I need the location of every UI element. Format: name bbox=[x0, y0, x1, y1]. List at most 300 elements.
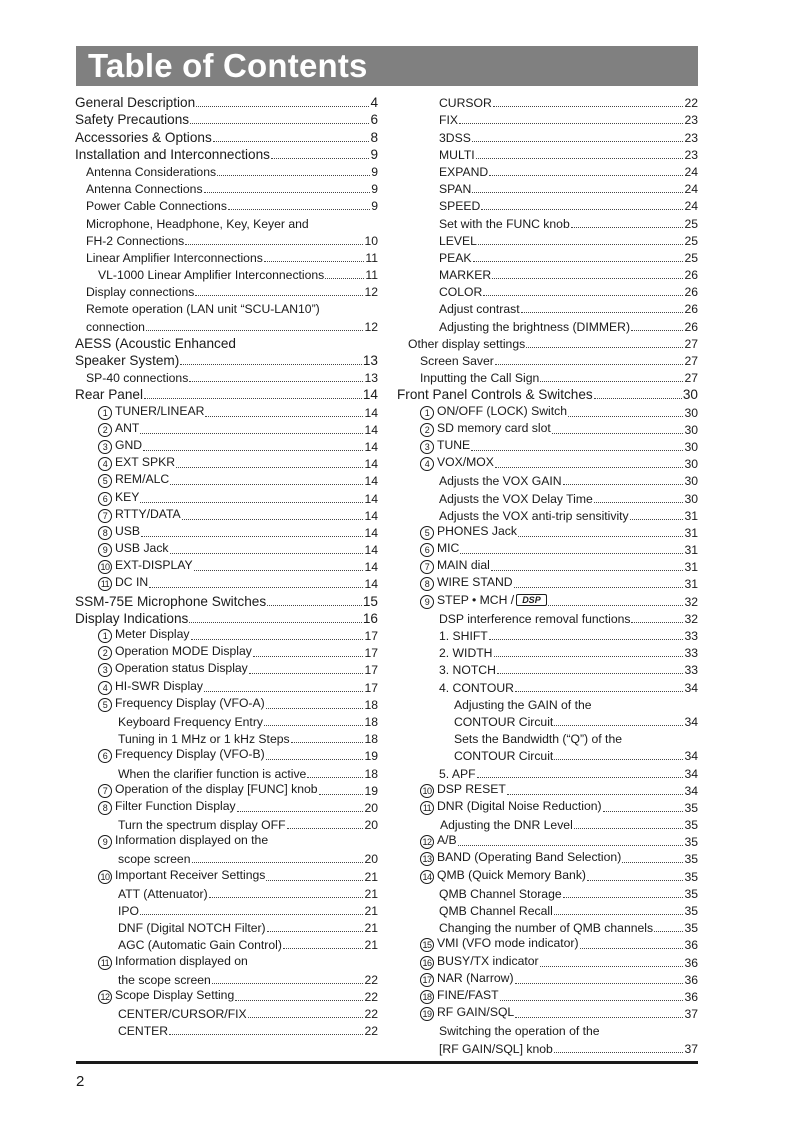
toc-entry[interactable] bbox=[75, 763, 378, 780]
circled-number: 8 bbox=[98, 526, 112, 540]
toc-entry-text: Tuning in 1 MHz or 1 kHz Steps bbox=[118, 732, 290, 747]
toc-entry[interactable] bbox=[397, 368, 698, 385]
toc-entry[interactable] bbox=[397, 162, 698, 179]
toc-entry-label bbox=[397, 1005, 514, 1021]
toc-entry-page: 10 bbox=[364, 233, 378, 248]
toc-entry[interactable] bbox=[75, 815, 378, 832]
toc-entry[interactable] bbox=[397, 1021, 698, 1038]
toc-entry[interactable] bbox=[75, 454, 378, 471]
dot-leader bbox=[471, 450, 683, 451]
dot-leader bbox=[500, 1000, 684, 1001]
toc-entry[interactable] bbox=[397, 179, 698, 196]
toc-entry-text: VMI (VFO mode indicator) bbox=[437, 936, 579, 951]
toc-entry[interactable] bbox=[75, 591, 378, 608]
toc-entry[interactable] bbox=[397, 471, 698, 488]
toc-entry[interactable] bbox=[397, 540, 698, 557]
toc-entry-page: 30 bbox=[684, 474, 698, 489]
dot-leader bbox=[217, 175, 370, 176]
toc-entry[interactable] bbox=[75, 918, 378, 935]
toc-entry[interactable] bbox=[397, 952, 698, 969]
toc-entry-text: 3. NOTCH bbox=[439, 663, 496, 678]
toc-entry[interactable] bbox=[397, 402, 698, 419]
dot-leader bbox=[190, 123, 369, 124]
toc-entry[interactable] bbox=[397, 609, 698, 626]
toc-entry[interactable] bbox=[397, 488, 698, 505]
toc-entry[interactable] bbox=[397, 712, 698, 729]
toc-entry[interactable] bbox=[75, 746, 378, 763]
toc-entry[interactable] bbox=[397, 987, 698, 1004]
toc-entry-text: Frequency Display (VFO-B) bbox=[115, 747, 265, 762]
toc-entry-page: 11 bbox=[365, 268, 378, 283]
toc-entry[interactable] bbox=[397, 626, 698, 643]
circled-number: 10 bbox=[98, 870, 112, 884]
dot-leader bbox=[204, 192, 371, 193]
toc-entry-label bbox=[75, 627, 190, 643]
toc-entry[interactable] bbox=[397, 351, 698, 368]
toc-entry-label bbox=[397, 715, 553, 729]
toc-entry-text: EXT SPKR bbox=[115, 455, 176, 470]
toc-entry[interactable] bbox=[397, 420, 698, 437]
circled-number: 12 bbox=[98, 990, 112, 1004]
toc-entry-text: DSP interference removal functions bbox=[439, 611, 631, 626]
toc-entry-text: Sets the Bandwidth (“Q”) of the bbox=[454, 732, 622, 747]
toc-entry-label bbox=[75, 732, 290, 746]
toc-entry-text: Adjusting the brightness (DIMMER) bbox=[439, 319, 631, 334]
toc-entry-label bbox=[75, 661, 248, 677]
toc-entry[interactable] bbox=[75, 299, 378, 316]
toc-entry[interactable] bbox=[397, 196, 698, 213]
toc-entry[interactable] bbox=[397, 832, 698, 849]
dot-leader bbox=[319, 794, 364, 795]
toc-entry[interactable] bbox=[75, 402, 378, 419]
dot-leader bbox=[563, 897, 684, 898]
toc-entry[interactable] bbox=[75, 385, 378, 402]
toc-entry-page: 18 bbox=[364, 697, 378, 712]
toc-entry-label bbox=[397, 818, 573, 832]
toc-entry-text: Adjusts the VOX anti-trip sensitivity bbox=[439, 508, 629, 523]
toc-entry-text: MIC bbox=[437, 541, 460, 556]
toc-entry[interactable] bbox=[75, 540, 378, 557]
toc-entry[interactable] bbox=[75, 196, 378, 213]
toc-entry-label bbox=[75, 234, 184, 248]
toc-entry[interactable] bbox=[397, 1004, 698, 1021]
toc-entry-text: ANT bbox=[115, 420, 140, 435]
toc-entry[interactable] bbox=[397, 935, 698, 952]
toc-entry-page: 13 bbox=[364, 371, 378, 386]
toc-entry[interactable] bbox=[75, 643, 378, 660]
toc-entry[interactable] bbox=[75, 368, 378, 385]
toc-entry[interactable] bbox=[75, 712, 378, 729]
toc-entry-page: 35 bbox=[684, 818, 698, 833]
toc-entry[interactable] bbox=[397, 574, 698, 591]
dot-leader bbox=[481, 209, 683, 210]
dot-leader bbox=[472, 141, 684, 142]
toc-entry[interactable] bbox=[397, 970, 698, 987]
toc-entry-text: Changing the number of QMB channels bbox=[439, 921, 654, 936]
dot-leader bbox=[459, 123, 683, 124]
toc-entry-text: Keyboard Frequency Entry bbox=[118, 714, 263, 729]
dot-leader bbox=[141, 536, 363, 537]
toc-entry[interactable] bbox=[397, 282, 698, 299]
toc-entry-text: Filter Function Display bbox=[115, 798, 236, 813]
toc-entry[interactable] bbox=[75, 952, 378, 969]
toc-entry-page: 27 bbox=[684, 354, 698, 368]
toc-entry-text: NAR (Narrow) bbox=[437, 970, 514, 985]
dot-leader bbox=[264, 261, 365, 262]
toc-entry[interactable] bbox=[397, 334, 698, 351]
toc-entry[interactable] bbox=[75, 987, 378, 1004]
toc-entry-page: 18 bbox=[364, 732, 378, 747]
toc-entry[interactable] bbox=[75, 832, 378, 849]
toc-entry-page: 16 bbox=[362, 610, 378, 626]
toc-entry-page: 14 bbox=[364, 543, 378, 558]
toc-entry-text: VOX/MOX bbox=[437, 455, 494, 470]
dot-leader bbox=[194, 570, 364, 571]
toc-entry[interactable] bbox=[75, 970, 378, 987]
dot-leader bbox=[253, 656, 364, 657]
toc-entry-label bbox=[75, 799, 236, 815]
dot-leader bbox=[554, 914, 684, 915]
toc-entry-label bbox=[75, 387, 143, 402]
toc-entry-label bbox=[397, 593, 547, 609]
toc-entry[interactable] bbox=[397, 798, 698, 815]
toc-entry-text: 3DSS bbox=[439, 130, 471, 145]
toc-entry[interactable] bbox=[397, 901, 698, 918]
dot-leader bbox=[204, 691, 363, 692]
toc-entry[interactable] bbox=[75, 316, 378, 333]
toc-entry-page: 33 bbox=[684, 629, 698, 643]
toc-entry[interactable] bbox=[75, 781, 378, 798]
toc-entry-page: 25 bbox=[684, 216, 698, 231]
toc-entry[interactable] bbox=[397, 729, 698, 746]
toc-entry[interactable] bbox=[75, 849, 378, 866]
toc-entry[interactable] bbox=[397, 643, 698, 660]
toc-entry-page: 12 bbox=[364, 285, 378, 300]
circled-number: 14 bbox=[420, 870, 434, 884]
toc-entry-text: Frequency Display (VFO-A) bbox=[115, 695, 265, 710]
circled-number: 9 bbox=[420, 595, 434, 609]
toc-entry[interactable] bbox=[75, 334, 378, 351]
toc-entry[interactable] bbox=[397, 454, 698, 471]
toc-entry[interactable] bbox=[397, 557, 698, 574]
dot-leader bbox=[594, 502, 684, 503]
dot-leader bbox=[526, 347, 683, 348]
toc-entry-label bbox=[75, 594, 266, 609]
toc-entry-text: HI-SWR Display bbox=[115, 678, 204, 693]
toc-entry[interactable] bbox=[397, 506, 698, 523]
toc-entry-text: Turn the spectrum display OFF bbox=[118, 818, 286, 833]
dot-leader bbox=[140, 914, 363, 915]
toc-entry-text: RF GAIN/SQL bbox=[437, 1005, 515, 1020]
toc-entry[interactable] bbox=[397, 763, 698, 780]
toc-entry[interactable] bbox=[75, 660, 378, 677]
toc-entry[interactable] bbox=[75, 420, 378, 437]
toc-entry[interactable] bbox=[397, 746, 698, 763]
toc-entry-text: REM/ALC bbox=[115, 472, 170, 487]
toc-entry[interactable] bbox=[397, 316, 698, 333]
toc-entry-text: SPEED bbox=[439, 199, 481, 214]
circled-number: 2 bbox=[98, 646, 112, 660]
toc-entry[interactable] bbox=[75, 729, 378, 746]
toc-entry-text: FH-2 Connections bbox=[86, 233, 185, 248]
toc-entry-text: Inputting the Call Sign bbox=[420, 371, 540, 386]
toc-entry-page: 11 bbox=[365, 250, 378, 265]
dot-leader bbox=[554, 1052, 684, 1053]
toc-entry-label bbox=[397, 131, 471, 145]
toc-entry-text: CENTER bbox=[118, 1024, 169, 1039]
toc-entry[interactable] bbox=[75, 884, 378, 901]
dot-leader bbox=[495, 467, 684, 468]
toc-entry[interactable] bbox=[397, 815, 698, 832]
toc-entry-text: Adjusting the GAIN of the bbox=[454, 697, 592, 712]
toc-entry-page: 35 bbox=[684, 904, 698, 918]
toc-entry-page: 36 bbox=[684, 955, 698, 970]
toc-entry-text: TUNER/LINEAR bbox=[115, 403, 205, 418]
toc-entry-text: Other display settings bbox=[408, 336, 526, 351]
toc-entry[interactable] bbox=[397, 248, 698, 265]
toc-entry-page: 19 bbox=[364, 783, 378, 798]
toc-entry-label bbox=[397, 421, 551, 437]
toc-entry[interactable] bbox=[397, 265, 698, 282]
toc-entry[interactable] bbox=[75, 231, 378, 248]
toc-entry-label bbox=[397, 1024, 600, 1038]
toc-entry-label bbox=[75, 268, 324, 282]
toc-entry-text: TUNE bbox=[437, 437, 471, 452]
toc-entry-text: DSP RESET bbox=[437, 781, 506, 796]
toc-entry-text: Display connections bbox=[86, 285, 195, 300]
toc-entry-text: CONTOUR Circuit bbox=[454, 749, 554, 764]
toc-entry-label bbox=[75, 818, 286, 832]
circled-number: 2 bbox=[98, 423, 112, 437]
toc-entry[interactable] bbox=[397, 299, 698, 316]
dot-leader bbox=[235, 1000, 363, 1001]
toc-entry[interactable] bbox=[75, 248, 378, 265]
toc-entry[interactable] bbox=[397, 213, 698, 230]
toc-entry-label bbox=[397, 681, 514, 695]
toc-entry[interactable] bbox=[397, 695, 698, 712]
toc-entry-label bbox=[75, 455, 175, 471]
toc-entry[interactable] bbox=[75, 695, 378, 712]
toc-entry-page: 31 bbox=[684, 525, 698, 540]
toc-entry-label bbox=[75, 575, 148, 591]
toc-entry-text: Switching the operation of the bbox=[439, 1024, 600, 1039]
toc-entry[interactable] bbox=[75, 506, 378, 523]
toc-entry-page: 27 bbox=[684, 371, 698, 386]
dot-leader bbox=[483, 295, 683, 296]
toc-entry-page: 31 bbox=[684, 560, 698, 575]
toc-entry-page: 31 bbox=[684, 577, 698, 592]
toc-entry[interactable] bbox=[75, 127, 378, 144]
toc-entry[interactable] bbox=[75, 1021, 378, 1038]
toc-entry[interactable] bbox=[75, 213, 378, 230]
dot-leader bbox=[521, 312, 684, 313]
dot-leader bbox=[518, 536, 684, 537]
toc-entry-label bbox=[397, 234, 477, 248]
toc-entry[interactable] bbox=[397, 849, 698, 866]
toc-entry-page: 26 bbox=[684, 285, 698, 300]
toc-entry-text: Power Cable Connections bbox=[86, 199, 227, 214]
toc-entry[interactable] bbox=[75, 677, 378, 694]
toc-entry-page: 9 bbox=[370, 146, 378, 162]
toc-entry-page: 20 bbox=[364, 818, 378, 833]
dot-leader bbox=[491, 570, 684, 571]
dot-leader bbox=[209, 897, 364, 898]
toc-entry[interactable] bbox=[75, 93, 378, 110]
circled-number: 4 bbox=[98, 681, 112, 695]
toc-entry-text: Speaker System) bbox=[75, 353, 180, 368]
toc-entry[interactable] bbox=[75, 351, 378, 368]
toc-entry[interactable] bbox=[75, 866, 378, 883]
toc-entry[interactable] bbox=[75, 574, 378, 591]
toc-entry-text: ON/OFF (LOCK) Switch bbox=[437, 403, 568, 418]
toc-entry-page: 14 bbox=[364, 474, 378, 489]
dot-leader bbox=[266, 759, 364, 760]
toc-entry[interactable] bbox=[75, 488, 378, 505]
toc-entry-page: 30 bbox=[684, 405, 698, 420]
toc-entry[interactable] bbox=[75, 282, 378, 299]
toc-entry-label bbox=[75, 490, 139, 506]
toc-entry-label bbox=[75, 904, 139, 918]
toc-entry-label bbox=[397, 782, 506, 798]
toc-entry-page: 24 bbox=[684, 182, 698, 197]
toc-entry[interactable] bbox=[75, 557, 378, 574]
toc-entry-page: 24 bbox=[684, 164, 698, 179]
dot-leader bbox=[507, 794, 684, 795]
circled-number: 17 bbox=[420, 973, 434, 987]
toc-entry-label bbox=[75, 130, 212, 145]
circled-number: 2 bbox=[420, 423, 434, 437]
toc-entry-text: Antenna Considerations bbox=[86, 164, 217, 179]
toc-entry[interactable] bbox=[75, 523, 378, 540]
toc-entry-label bbox=[75, 679, 203, 695]
toc-entry-page: 4 bbox=[370, 95, 378, 111]
toc-entry-page: 20 bbox=[364, 800, 378, 815]
toc-entry-page: 27 bbox=[684, 336, 698, 351]
toc-entry[interactable] bbox=[397, 1038, 698, 1055]
toc-entry-text: SD memory card slot bbox=[437, 420, 551, 435]
toc-entry-label bbox=[75, 438, 142, 454]
toc-entry[interactable] bbox=[397, 884, 698, 901]
toc-entry-page: 25 bbox=[684, 250, 698, 265]
toc-entry[interactable] bbox=[397, 918, 698, 935]
toc-entry-page: 35 bbox=[684, 869, 698, 884]
dot-leader bbox=[271, 158, 369, 159]
toc-entry[interactable] bbox=[397, 781, 698, 798]
toc-entry[interactable] bbox=[397, 866, 698, 883]
toc-entry-text: FINE/FAST bbox=[437, 987, 499, 1002]
dot-leader bbox=[514, 587, 684, 588]
toc-entry[interactable] bbox=[397, 591, 698, 608]
toc-entry[interactable] bbox=[75, 626, 378, 643]
toc-entry[interactable] bbox=[397, 660, 698, 677]
toc-entry-page: 14 bbox=[364, 560, 378, 575]
toc-entry[interactable] bbox=[397, 145, 698, 162]
toc-entry[interactable] bbox=[75, 935, 378, 952]
toc-entry-label bbox=[397, 936, 579, 952]
toc-entry-label bbox=[397, 850, 621, 866]
toc-entry-text: QMB (Quick Memory Bank) bbox=[437, 867, 586, 882]
toc-entry-text: Operation MODE Display bbox=[115, 644, 252, 659]
toc-entry-page: 36 bbox=[684, 989, 698, 1004]
toc-entry-page: 9 bbox=[371, 182, 378, 197]
toc-entry-label bbox=[75, 833, 268, 849]
dot-leader bbox=[169, 1034, 363, 1035]
toc-entry-text: Accessories & Options bbox=[75, 129, 212, 145]
toc-entry[interactable] bbox=[75, 901, 378, 918]
toc-entry-page: 23 bbox=[684, 130, 698, 145]
toc-entry[interactable] bbox=[75, 110, 378, 127]
toc-entry[interactable] bbox=[397, 437, 698, 454]
toc-entry[interactable] bbox=[75, 609, 378, 626]
toc-entry-label bbox=[75, 251, 263, 265]
toc-entry[interactable] bbox=[75, 179, 378, 196]
toc-entry-label bbox=[75, 558, 193, 574]
dot-leader bbox=[603, 811, 684, 812]
dot-leader bbox=[182, 519, 364, 520]
toc-entry-page: 33 bbox=[684, 663, 698, 678]
dot-leader bbox=[140, 502, 363, 503]
toc-entry-text: IPO bbox=[118, 904, 139, 918]
toc-entry[interactable] bbox=[75, 471, 378, 488]
toc-entry-page: 13 bbox=[362, 353, 378, 368]
dot-leader bbox=[146, 330, 363, 331]
toc-entry-text: Microphone, Headphone, Key, Keyer and bbox=[86, 216, 309, 231]
toc-entry[interactable] bbox=[397, 385, 698, 402]
toc-entry[interactable] bbox=[75, 162, 378, 179]
toc-entry[interactable] bbox=[75, 265, 378, 282]
toc-entry-page: 26 bbox=[684, 319, 698, 334]
toc-entry-label bbox=[397, 148, 475, 162]
toc-entry-page: 36 bbox=[684, 938, 698, 953]
toc-entry-page: 32 bbox=[684, 594, 698, 609]
toc-entry-label bbox=[75, 147, 270, 162]
toc-entry[interactable] bbox=[75, 437, 378, 454]
toc-entry[interactable] bbox=[397, 231, 698, 248]
toc-entry[interactable] bbox=[75, 798, 378, 815]
toc-entry-text: BUSY/TX indicator bbox=[437, 953, 539, 968]
toc-entry[interactable] bbox=[397, 523, 698, 540]
toc-entry-page: 14 bbox=[364, 439, 378, 454]
toc-entry-label bbox=[75, 507, 181, 523]
footer-rule bbox=[76, 1061, 698, 1064]
circled-number: 15 bbox=[420, 938, 434, 952]
toc-entry[interactable] bbox=[397, 127, 698, 144]
toc-entry-label bbox=[397, 988, 499, 1004]
toc-entry-page: 31 bbox=[684, 543, 698, 558]
circled-number: 9 bbox=[98, 543, 112, 557]
toc-entry-text: KEY bbox=[115, 489, 140, 504]
toc-entry-label bbox=[75, 921, 266, 935]
toc-entry[interactable] bbox=[397, 110, 698, 127]
toc-entry-label bbox=[397, 474, 562, 488]
toc-entry-page: 30 bbox=[684, 457, 698, 472]
toc-entry-label bbox=[397, 182, 471, 196]
circled-number: 19 bbox=[420, 1007, 434, 1021]
toc-entry-page: 34 bbox=[684, 714, 698, 729]
toc-entry[interactable] bbox=[397, 677, 698, 694]
toc-entry-page: 17 bbox=[364, 680, 378, 695]
toc-entry[interactable] bbox=[75, 145, 378, 162]
toc-entry-text: CURSOR bbox=[439, 96, 492, 111]
circled-number: 12 bbox=[420, 835, 434, 849]
toc-entry-page: 14 bbox=[362, 387, 378, 403]
toc-entry[interactable] bbox=[397, 93, 698, 110]
toc-entry[interactable] bbox=[75, 1004, 378, 1021]
toc-entry-text: RTTY/DATA bbox=[115, 506, 181, 521]
dot-leader bbox=[477, 777, 684, 778]
dot-leader bbox=[264, 725, 363, 726]
dot-leader bbox=[143, 450, 363, 451]
